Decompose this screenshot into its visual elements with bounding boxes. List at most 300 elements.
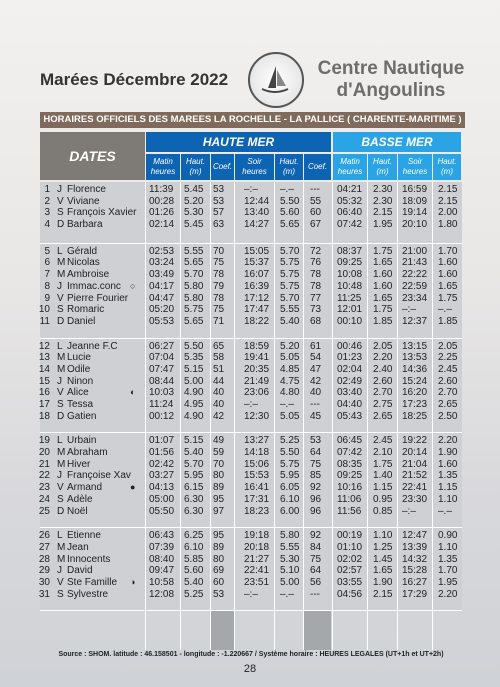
- hm-evening-coef: 47: [310, 363, 322, 375]
- page-number: 28: [243, 663, 257, 675]
- bm-morning-height: 2.70: [373, 387, 393, 399]
- bm-morning-time: 03:40: [337, 387, 363, 399]
- hm-evening-time: 13:40: [244, 207, 270, 219]
- bm-evening-time: 15:24: [402, 375, 428, 387]
- bm-morning-time: 04:56: [337, 588, 363, 600]
- hm-morning-coef: 80: [213, 470, 225, 482]
- weekday: J: [57, 375, 62, 387]
- table-row: [40, 281, 462, 293]
- hm-evening-height: 5.10: [280, 565, 300, 577]
- bm-morning-time: 06:40: [337, 207, 363, 219]
- hm-morning-coef: 53: [213, 184, 225, 195]
- hm-morning-coef: 53: [213, 588, 225, 600]
- saint-name: Françoise Xav: [67, 470, 131, 482]
- tide-table: [40, 182, 462, 611]
- column-separator: [145, 182, 146, 650]
- hm-evening-time: 17:47: [244, 304, 270, 316]
- week-group: [40, 244, 462, 339]
- bm-morning-height: 2.05: [373, 340, 393, 352]
- hm-morning-time: 07:39: [149, 541, 175, 553]
- hm-morning-height: 6.30: [184, 493, 204, 505]
- day-number: 13: [38, 352, 50, 364]
- column-header-soir: Soir heures: [398, 154, 432, 180]
- column-separator: [210, 182, 211, 650]
- bm-morning-height: 2.15: [373, 588, 393, 600]
- hm-evening-time: 15:53: [244, 470, 270, 482]
- weekday: J: [57, 280, 62, 292]
- club-name-line1: Centre Nautique: [317, 58, 465, 79]
- hm-morning-height: 5.20: [184, 195, 204, 207]
- bm-evening-time: 16:20: [402, 387, 428, 399]
- hm-evening-coef: 55: [310, 195, 322, 207]
- bm-morning-time: 11:56: [337, 505, 362, 517]
- bm-morning-time: 09:25: [337, 470, 363, 482]
- hm-evening-coef: 85: [310, 470, 322, 482]
- bm-morning-height: 1.75: [373, 304, 393, 316]
- hm-morning-time: 12:08: [149, 588, 175, 600]
- table-row: [40, 219, 462, 231]
- column-separator: [180, 182, 181, 650]
- bm-evening-height: 1.60: [438, 257, 458, 269]
- column-separator: [332, 182, 333, 650]
- hm-evening-height: 5.00: [280, 576, 300, 588]
- hm-evening-coef: ---: [310, 399, 320, 410]
- bm-evening-height: 1.70: [438, 565, 458, 577]
- bm-evening-height: –.–: [438, 304, 452, 316]
- hm-evening-height: 5.65: [280, 219, 300, 231]
- weekday: D: [57, 219, 65, 231]
- hm-evening-time: 19:41: [244, 352, 270, 364]
- bm-morning-time: 00:10: [337, 315, 363, 327]
- hm-evening-coef: ---: [310, 588, 320, 600]
- bm-evening-height: 1.80: [438, 219, 458, 231]
- hm-evening-height: 5.05: [280, 410, 300, 422]
- bm-morning-height: 1.10: [373, 530, 393, 542]
- table-row: [40, 554, 462, 566]
- weekday: S: [57, 588, 64, 600]
- hm-morning-height: 5.35: [184, 352, 204, 364]
- hm-morning-height: 5.40: [184, 576, 204, 588]
- hm-morning-time: 00:12: [149, 410, 175, 422]
- weekday: S: [57, 207, 64, 219]
- column-separator: [397, 182, 398, 650]
- day-number: 9: [44, 292, 50, 304]
- bm-evening-time: 22:22: [402, 269, 428, 281]
- bm-morning-height: 2.60: [373, 375, 393, 387]
- hm-evening-coef: 56: [310, 576, 322, 588]
- saint-name: Noël: [67, 505, 88, 517]
- hm-evening-time: –:–: [244, 399, 258, 410]
- bm-evening-time: 18:25: [402, 410, 428, 422]
- day-number: 29: [38, 565, 50, 577]
- hm-evening-height: 5.55: [280, 541, 300, 553]
- bm-evening-time: 13:53: [402, 352, 428, 364]
- hm-evening-coef: 75: [310, 553, 322, 565]
- hm-morning-time: 03:24: [149, 257, 175, 269]
- bm-morning-time: 07:42: [337, 219, 363, 231]
- bm-evening-time: 15:28: [402, 565, 428, 577]
- table-row: [40, 565, 462, 577]
- hm-morning-coef: 51: [213, 363, 225, 375]
- bm-evening-height: 1.15: [438, 482, 458, 494]
- table-row: [40, 352, 462, 364]
- hm-evening-coef: 72: [310, 245, 322, 257]
- bm-morning-height: 1.60: [373, 280, 393, 292]
- table-row: [40, 411, 462, 423]
- hm-evening-height: 5.05: [280, 352, 300, 364]
- bm-evening-height: 1.60: [438, 458, 458, 470]
- weekday: J: [57, 184, 62, 195]
- table-row: [40, 459, 462, 471]
- hm-morning-coef: 44: [213, 375, 225, 387]
- saint-name: Nicolas: [67, 257, 100, 269]
- bm-morning-height: 1.65: [373, 292, 393, 304]
- hm-morning-height: 6.15: [184, 482, 204, 494]
- hm-morning-time: 11:24: [149, 399, 174, 410]
- hm-evening-height: 4.75: [280, 375, 300, 387]
- hm-evening-time: 18:22: [244, 315, 270, 327]
- hm-evening-height: 5.55: [280, 304, 300, 316]
- bm-morning-height: 2.45: [373, 435, 393, 447]
- saint-name: Daniel: [67, 315, 96, 327]
- table-row: [40, 341, 462, 353]
- column-separator: [274, 182, 275, 650]
- hm-morning-coef: 70: [213, 245, 225, 257]
- table-row: [40, 530, 462, 542]
- source-footer: Source : SHOM. latitude : 46.158501 - longitude : -1.220667 / Système horaire : HEURES LEGALES (UT+1h et UT+2h): [58, 651, 444, 658]
- hm-evening-height: –.–: [280, 588, 294, 600]
- bm-evening-time: 21:04: [402, 458, 428, 470]
- hm-morning-time: 03:49: [149, 269, 175, 281]
- hm-evening-height: 5.60: [280, 207, 300, 219]
- bm-morning-time: 11:06: [337, 493, 362, 505]
- saint-name: Barbara: [67, 219, 103, 231]
- bm-evening-time: 22:59: [402, 280, 428, 292]
- hm-evening-coef: 73: [310, 304, 322, 316]
- column-header-coef: Coef.: [304, 154, 331, 180]
- table-row: [40, 577, 462, 589]
- bm-evening-time: 21:00: [402, 245, 428, 257]
- column-separator: [367, 182, 368, 650]
- day-number: 3: [44, 207, 50, 219]
- bm-morning-height: 2.75: [373, 399, 393, 410]
- bm-evening-height: 1.60: [438, 269, 458, 281]
- bm-evening-height: 1.95: [438, 576, 458, 588]
- hm-morning-height: 5.55: [184, 245, 204, 257]
- hm-morning-coef: 65: [213, 340, 225, 352]
- bm-morning-height: 1.75: [373, 245, 393, 257]
- hm-morning-height: 5.75: [184, 304, 204, 316]
- weekday: L: [57, 245, 63, 257]
- day-number: 22: [38, 470, 50, 482]
- table-row: [40, 207, 462, 219]
- bm-evening-height: 2.45: [438, 363, 458, 375]
- saint-name: David: [67, 565, 93, 577]
- hm-morning-coef: 42: [213, 410, 225, 422]
- hm-evening-height: 5.70: [280, 245, 300, 257]
- table-row: [40, 506, 462, 518]
- column-header-haut: Haut. (m): [275, 154, 303, 180]
- table-row: [40, 494, 462, 506]
- hm-morning-time: 04:47: [149, 292, 175, 304]
- bm-evening-time: 12:37: [402, 315, 428, 327]
- bm-evening-height: 0.90: [438, 530, 458, 542]
- saint-name: Hiver: [67, 458, 91, 470]
- hm-morning-time: 08:40: [149, 553, 175, 565]
- weekday: M: [57, 447, 66, 459]
- weekday: S: [57, 493, 64, 505]
- hm-evening-coef: 64: [310, 447, 322, 459]
- hm-evening-height: –.–: [280, 399, 294, 410]
- day-number: 14: [38, 363, 50, 375]
- saint-name: Innocents: [67, 553, 111, 565]
- week-group: [40, 339, 462, 434]
- hm-morning-coef: 58: [213, 352, 225, 364]
- hm-morning-coef: 75: [213, 257, 225, 269]
- club-name-line2: d'Angoulins: [336, 80, 446, 101]
- saint-name: Ninon: [67, 375, 94, 387]
- hm-evening-time: 18:23: [244, 505, 270, 517]
- hm-morning-coef: 49: [213, 435, 225, 447]
- bm-morning-height: 1.25: [373, 541, 393, 553]
- saint-name: Gérald: [67, 245, 98, 257]
- bm-evening-height: 1.75: [438, 292, 458, 304]
- table-row: [40, 304, 462, 316]
- table-row: [40, 196, 462, 208]
- saint-name: Tessa: [67, 399, 94, 410]
- hm-evening-time: 22:41: [244, 565, 270, 577]
- hm-evening-coef: 96: [310, 493, 322, 505]
- bm-evening-height: 2.70: [438, 387, 458, 399]
- saint-name: Jean: [67, 541, 89, 553]
- hm-morning-height: 5.70: [184, 458, 204, 470]
- hm-morning-time: 09:47: [149, 565, 175, 577]
- hm-evening-coef: 53: [310, 435, 322, 447]
- bm-evening-time: –:–: [402, 304, 416, 316]
- hm-morning-height: 5.70: [184, 269, 204, 281]
- weekday: D: [57, 315, 65, 327]
- bm-evening-time: 19:22: [402, 435, 428, 447]
- hm-morning-height: 5.80: [184, 292, 204, 304]
- hm-evening-time: 17:12: [244, 292, 270, 304]
- hm-evening-coef: 92: [310, 482, 322, 494]
- day-number: 21: [38, 458, 50, 470]
- week-group: [40, 433, 462, 528]
- bm-evening-height: 1.70: [438, 245, 458, 257]
- saint-name: Urbain: [67, 435, 97, 447]
- saint-name: Odile: [67, 363, 91, 375]
- saint-name: Florence: [67, 184, 106, 195]
- hm-evening-time: 17:31: [244, 493, 270, 505]
- hm-evening-height: 4.85: [280, 363, 300, 375]
- bm-evening-time: 16:59: [402, 184, 428, 195]
- hm-evening-height: 5.20: [280, 340, 300, 352]
- column-separator: [303, 182, 304, 650]
- weekday: S: [57, 399, 64, 410]
- moon-phase-icon: ◑: [130, 576, 136, 587]
- hm-morning-height: 5.45: [184, 219, 204, 231]
- saint-name: Gatien: [67, 410, 97, 422]
- weekday: V: [57, 292, 64, 304]
- bm-morning-height: 2.40: [373, 363, 393, 375]
- bm-morning-time: 10:08: [337, 269, 363, 281]
- bm-evening-height: 2.15: [438, 195, 458, 207]
- saint-name: Lucie: [67, 352, 91, 364]
- weekday: M: [57, 553, 66, 565]
- hm-morning-time: 05:20: [149, 304, 175, 316]
- hm-evening-time: 16:07: [244, 269, 270, 281]
- hm-evening-coef: 78: [310, 269, 322, 281]
- table-row: [40, 387, 462, 399]
- hm-evening-time: 14:18: [244, 447, 270, 459]
- hm-evening-coef: 77: [310, 292, 322, 304]
- column-header-soir: Soir heures: [235, 154, 274, 180]
- table-row: [40, 589, 462, 601]
- column-separator: [432, 182, 433, 650]
- day-number: 31: [38, 588, 50, 600]
- bm-evening-height: 2.60: [438, 375, 458, 387]
- saint-name: Pierre Fourier: [67, 292, 129, 304]
- hm-evening-coef: 96: [310, 505, 322, 517]
- hm-morning-time: 04:13: [149, 482, 175, 494]
- hm-morning-height: 5.25: [184, 588, 204, 600]
- hm-morning-coef: 57: [213, 207, 225, 219]
- hm-evening-coef: 45: [310, 410, 322, 422]
- bm-morning-time: 02:02: [337, 553, 363, 565]
- column-header-haut: Haut. (m): [368, 154, 397, 180]
- hm-evening-time: 21:27: [244, 553, 270, 565]
- bm-morning-height: 1.90: [373, 576, 393, 588]
- hm-morning-coef: 75: [213, 304, 225, 316]
- bm-morning-height: 1.85: [373, 315, 393, 327]
- day-number: 25: [38, 505, 50, 517]
- hm-morning-coef: 89: [213, 482, 225, 494]
- hm-morning-time: 04:17: [149, 280, 175, 292]
- bm-morning-time: 04:40: [337, 399, 363, 410]
- hm-morning-time: 05:53: [149, 315, 175, 327]
- hm-morning-height: 5.65: [184, 257, 204, 269]
- saint-name: Viviane: [67, 195, 100, 207]
- hm-evening-height: 5.70: [280, 292, 300, 304]
- bm-evening-height: 1.35: [438, 553, 458, 565]
- hm-evening-coef: 42: [310, 375, 322, 387]
- hm-morning-height: 5.15: [184, 363, 204, 375]
- weekday: M: [57, 458, 66, 470]
- day-number: 12: [38, 340, 50, 352]
- hm-evening-time: 15:05: [244, 245, 270, 257]
- club-name: [306, 58, 476, 102]
- weekday: S: [57, 304, 64, 316]
- weekday: J: [57, 565, 62, 577]
- table-row: [40, 376, 462, 388]
- bm-morning-height: 1.65: [373, 257, 393, 269]
- bm-morning-time: 07:42: [337, 447, 363, 459]
- bm-evening-time: 23:30: [402, 493, 428, 505]
- weekday: M: [57, 352, 66, 364]
- weekday: M: [57, 257, 66, 269]
- hm-morning-height: 4.90: [184, 387, 204, 399]
- hm-evening-coef: 92: [310, 530, 322, 542]
- column-header-haut: Haut. (m): [433, 154, 461, 180]
- table-row: [40, 257, 462, 269]
- bm-evening-height: 1.85: [438, 315, 458, 327]
- hm-morning-time: 00:28: [149, 195, 175, 207]
- bm-evening-time: 23:34: [402, 292, 428, 304]
- day-number: 16: [38, 387, 50, 399]
- bm-morning-time: 11:25: [337, 292, 362, 304]
- saint-name: Sylvestre: [67, 588, 109, 600]
- hm-morning-height: 4.90: [184, 410, 204, 422]
- day-number: 30: [38, 576, 50, 588]
- bm-evening-time: 20:10: [402, 219, 428, 231]
- weekday: L: [57, 340, 63, 352]
- column-header-coef: Coef.: [211, 154, 234, 180]
- bm-morning-time: 02:49: [337, 375, 363, 387]
- bm-morning-time: 10:48: [337, 280, 363, 292]
- hm-evening-time: 14:27: [244, 219, 270, 231]
- hm-morning-height: 6.30: [184, 505, 204, 517]
- bm-evening-time: 20:14: [402, 447, 428, 459]
- hm-evening-coef: 40: [310, 387, 322, 399]
- bm-evening-height: 1.65: [438, 280, 458, 292]
- hm-morning-height: 4.95: [184, 399, 204, 410]
- bm-morning-time: 04:21: [337, 184, 363, 195]
- day-number: 5: [44, 245, 50, 257]
- bm-evening-height: 1.10: [438, 541, 458, 553]
- club-logo: [248, 52, 304, 108]
- bm-morning-height: 1.60: [373, 269, 393, 281]
- bm-evening-height: 2.20: [438, 435, 458, 447]
- day-number: 4: [44, 219, 50, 231]
- day-number: 18: [38, 410, 50, 422]
- day-number: 15: [38, 375, 50, 387]
- day-number: 2: [44, 195, 50, 207]
- bm-morning-time: 05:32: [337, 195, 363, 207]
- day-number: 20: [38, 447, 50, 459]
- hm-morning-time: 01:07: [149, 435, 175, 447]
- hm-evening-height: 6.00: [280, 505, 300, 517]
- hm-morning-coef: 80: [213, 553, 225, 565]
- weekday: D: [57, 410, 65, 422]
- hm-evening-height: 5.75: [280, 257, 300, 269]
- page-title: Marées Décembre 2022: [40, 70, 229, 89]
- hm-morning-coef: 71: [213, 315, 225, 327]
- hm-evening-time: –:–: [244, 184, 258, 195]
- hm-morning-time: 06:43: [149, 530, 175, 542]
- hm-evening-time: –:–: [244, 588, 258, 600]
- hm-evening-time: 20:18: [244, 541, 270, 553]
- weekday: J: [57, 470, 62, 482]
- bm-morning-height: 1.15: [373, 482, 393, 494]
- table-row: [40, 184, 462, 196]
- moon-phase-icon: ○: [130, 280, 136, 291]
- dates-header: DATES: [40, 132, 145, 180]
- saint-name: Abraham: [67, 447, 108, 459]
- hm-evening-coef: 84: [310, 541, 322, 553]
- hm-evening-coef: 78: [310, 280, 322, 292]
- bm-evening-height: –.–: [438, 505, 452, 517]
- hm-evening-coef: 67: [310, 219, 322, 231]
- bm-morning-height: 1.95: [373, 219, 393, 231]
- hm-evening-time: 20:35: [244, 363, 270, 375]
- bm-evening-height: 1.35: [438, 470, 458, 482]
- hm-evening-coef: 60: [310, 207, 322, 219]
- bm-morning-height: 1.45: [373, 553, 393, 565]
- bm-morning-time: 01:10: [337, 541, 363, 553]
- weekday: L: [57, 435, 63, 447]
- hm-evening-time: 16:41: [244, 482, 270, 494]
- hm-evening-height: 6.05: [280, 482, 300, 494]
